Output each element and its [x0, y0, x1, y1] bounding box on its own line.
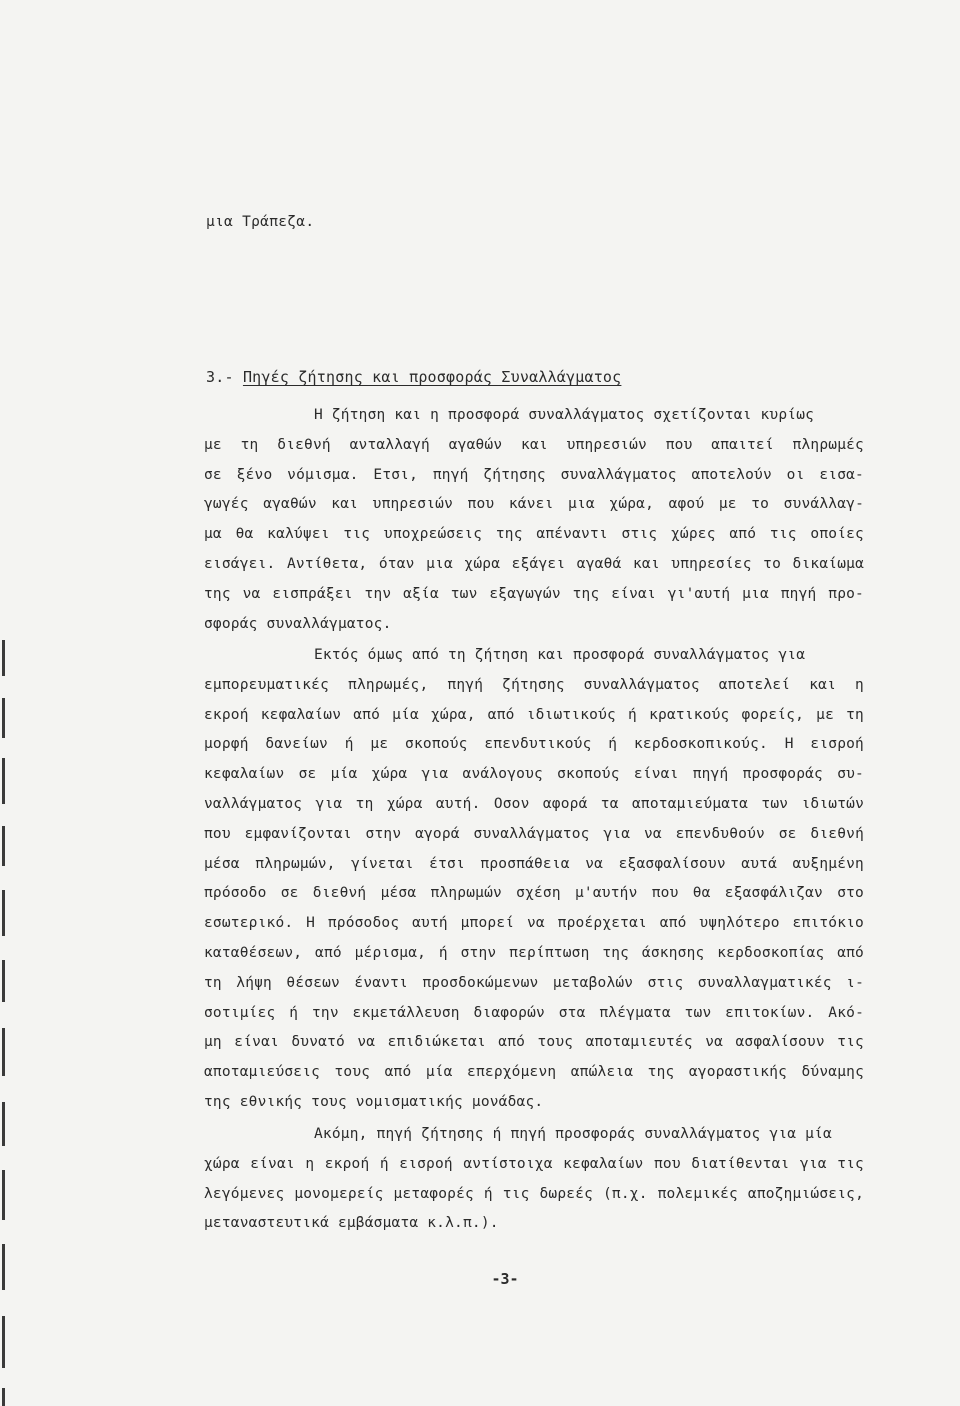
- paragraph-line: της εθνικής τους νομισματικής μονάδας.: [204, 1093, 544, 1110]
- paragraph-line: μη είναι δυνατό να επιδιώκεται από τους αποταμιευτές να ασφαλίσουν τις: [204, 1034, 864, 1051]
- paragraph-line: καταθέσεων, από μέρισμα, ή στην περίπτωση της άσκησης κερδοσκοπίας από: [204, 944, 864, 961]
- paragraph-3: [204, 1120, 864, 1239]
- paragraph-line: μα θα καλύψει τις υποχρεώσεις της απέναντι στις χώρες από τις οποίες: [204, 526, 864, 543]
- paragraph-line: τη λήψη θέσεων έναντι προσδοκώμενων μεταβολών στις συναλλαγματικές ι-: [204, 974, 864, 991]
- paragraph-1: [204, 401, 864, 639]
- paragraph-line: χώρα είναι η εκροή ή εισροή αντίστοιχα κεφαλαίων που διατίθενται για τις: [204, 1155, 864, 1172]
- section-title: Πηγές ζήτησης και προσφοράς Συναλλάγματος: [242, 368, 622, 386]
- paragraph-line: της να εισπράξει την αξία των εξαγωγών της είναι γι'αυτή μια πηγή προ-: [204, 585, 864, 602]
- page-number: -3-: [491, 1270, 519, 1288]
- paragraph-line: Ακόμη, πηγή ζήτησης ή πηγή προσφοράς συναλλάγματος για μία: [314, 1126, 832, 1142]
- paragraph-line: λεγόμενες μονομερείς μεταφορές ή τις δωρεές (π.χ. πολεμικές αποζημιώσεις,: [204, 1185, 864, 1202]
- paragraph-line: εμπορευματικές πληρωμές, πηγή ζήτησης συναλλάγματος αποτελεί και η: [204, 676, 864, 693]
- paragraph-line: μέσα πληρωμών, γίνεται έτσι προσπάθεια να εξασφαλίσουν αυτά αυξημένη: [204, 855, 864, 872]
- paragraph-line: πρόσοδο σε διεθνή μέσα πληρωμών σχέση μ'αυτήν που θα εξασφάλιζαν στο: [204, 885, 864, 902]
- paragraph-line: εσωτερικό. Η πρόσοδος αυτή μπορεί να προέρχεται από υψηλότερο επιτόκιο: [204, 915, 864, 932]
- paragraph-line: σοτιμίες ή την εκμετάλλευση διαφορών στα πλέγματα των επιτοκίων. Ακό-: [204, 1004, 864, 1021]
- section-heading: [206, 368, 621, 386]
- continuation-text: μια Τράπεζα.: [206, 214, 315, 230]
- paragraph-line: σφοράς συναλλάγματος.: [204, 615, 392, 632]
- paragraph-line: εκροή κεφαλαίων από μία χώρα, από ιδιωτικούς ή κρατικούς φορείς, με τη: [204, 706, 864, 723]
- paragraph-line: μορφή δανείων ή με σκοπούς επενδυτικούς ή κερδοσκοπικούς. Η εισροή: [204, 736, 864, 753]
- paragraph-2: [204, 641, 864, 1118]
- paragraph-line: που εμφανίζονται στην αγορά συναλλάγματος για να επενδυθούν σε διεθνή: [204, 825, 864, 842]
- paragraph-line: Η ζήτηση και η προσφορά συναλλάγματος σχετίζονται κυρίως: [314, 407, 815, 423]
- scan-binding-edge: [2, 640, 6, 1406]
- paragraph-line: αποταμιεύσεις τους από μία επερχόμενη απώλεια της αγοραστικής δύναμης: [204, 1064, 864, 1081]
- section-number: 3.-: [206, 368, 243, 386]
- paragraph-line: γωγές αγαθών και υπηρεσιών που κάνει μια χώρα, αφού με το συνάλλαγ-: [204, 496, 864, 513]
- paragraph-line: μεταναστευτικά εμβάσματα κ.λ.π.).: [204, 1215, 499, 1232]
- paragraph-line: εισάγει. Αντίθετα, όταν μια χώρα εξάγει αγαθά και υπηρεσίες το δικαίωμα: [204, 555, 864, 572]
- paragraph-line: κεφαλαίων σε μία χώρα για ανάλογους σκοπούς είναι πηγή προσφοράς συ-: [204, 766, 864, 783]
- paragraph-line: ναλλάγματος για τη χώρα αυτή. Οσον αφορά τα αποταμιεύματα των ιδιωτών: [204, 795, 864, 812]
- paragraph-line: Εκτός όμως από τη ζήτηση και προσφορά συναλλάγματος για: [314, 647, 806, 663]
- paragraph-line: με τη διεθνή ανταλλαγή αγαθών και υπηρεσιών που απαιτεί πληρωμές: [204, 436, 864, 453]
- paragraph-line: σε ξένο νόμισμα. Ετσι, πηγή ζήτησης συναλλάγματος αποτελούν οι εισα-: [204, 466, 864, 483]
